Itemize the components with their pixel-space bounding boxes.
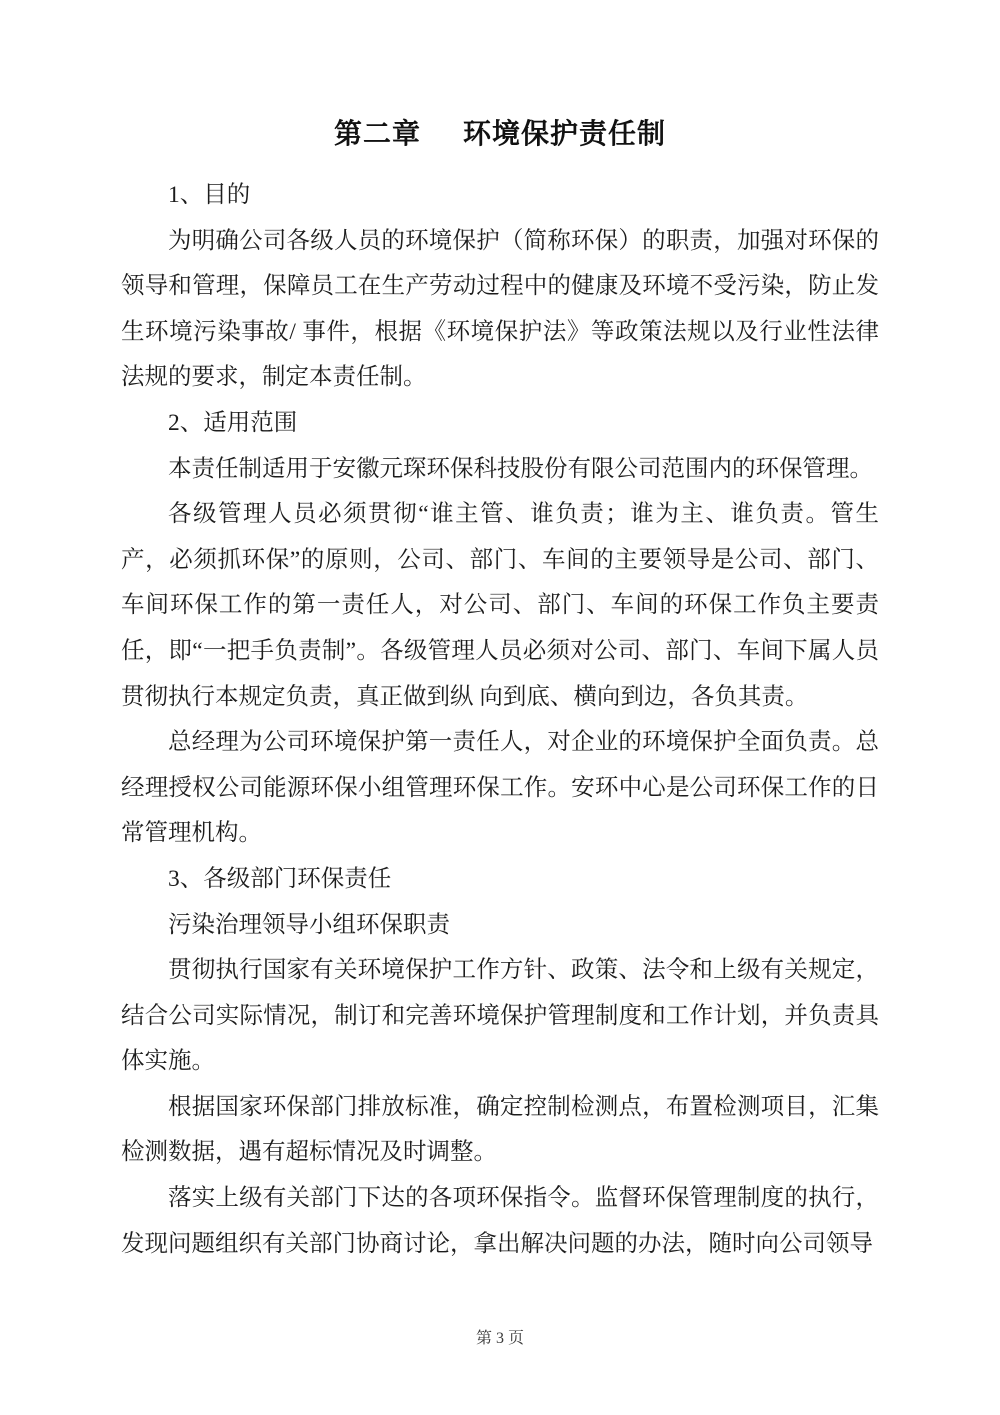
paragraph-implement-policy: 贯彻执行国家有关环境保护工作方针、政策、法令和上级有关规定，结合公司实际情况，制订和完善环境保护管理制度和工作计划，并负责具体实施。 — [121, 957, 879, 1075]
paragraph-supervision: 落实上级有关部门下达的各项环保指令。监督环保管理制度的执行，发现问题组织有关部门协商讨论，拿出解决问题的办法，随时向公司领导 — [121, 1185, 879, 1257]
paragraph-purpose: 为明确公司各级人员的环境保护（简称环保）的职责，加强对环保的领导和管理，保障员工在生产劳动过程中的健康及环境不受污染，防止发生环境污染事故/ 事件，根据《环境保护法》等政策法规以及行业性法律法规的要求，制定本责任制。 — [121, 227, 879, 391]
document-body — [121, 173, 879, 1267]
page-footer — [0, 1328, 1000, 1350]
paragraph-general-manager: 总经理为公司环境保护第一责任人，对企业的环境保护全面负责。总经理授权公司能源环保小组管理环保工作。安环中心是公司环保工作的日常管理机构。 — [121, 729, 879, 847]
page-number: 第 3 页 — [475, 1330, 524, 1347]
section-heading-scope: 2、适用范围 — [168, 409, 298, 436]
section-heading-purpose: 1、目的 — [168, 182, 251, 208]
chapter-name: 环境保护责任制 — [463, 119, 667, 150]
paragraph-management-principle: 各级管理人员必须贯彻“谁主管、谁负责；谁为主、谁负责。管生产，必须抓环保”的原则，公司、部门、车间的主要领导是公司、部门、车间环保工作的第一责任人，对公司、部门、车间的环保工作负主要责任，即“一把手负责制”。各级管理人员必须对公司、部门、车间下属人员贯彻执行本规定负责，真正做到纵 向到底、横向到边，各负其责。 — [121, 501, 879, 710]
section-heading-departments: 3、各级部门环保责任 — [168, 865, 392, 892]
subheading-pollution-group: 污染治理领导小组环保职责 — [168, 911, 450, 938]
paragraph-emission-standards: 根据国家环保部门排放标准，确定控制检测点，布置检测项目，汇集检测数据，遇有超标情况及时调整。 — [121, 1093, 879, 1166]
chapter-number: 第二章 — [333, 119, 421, 150]
paragraph-scope: 本责任制适用于安徽元琛环保科技股份有限公司范围内的环保管理。 — [168, 455, 873, 482]
chapter-title — [0, 0, 1000, 154]
